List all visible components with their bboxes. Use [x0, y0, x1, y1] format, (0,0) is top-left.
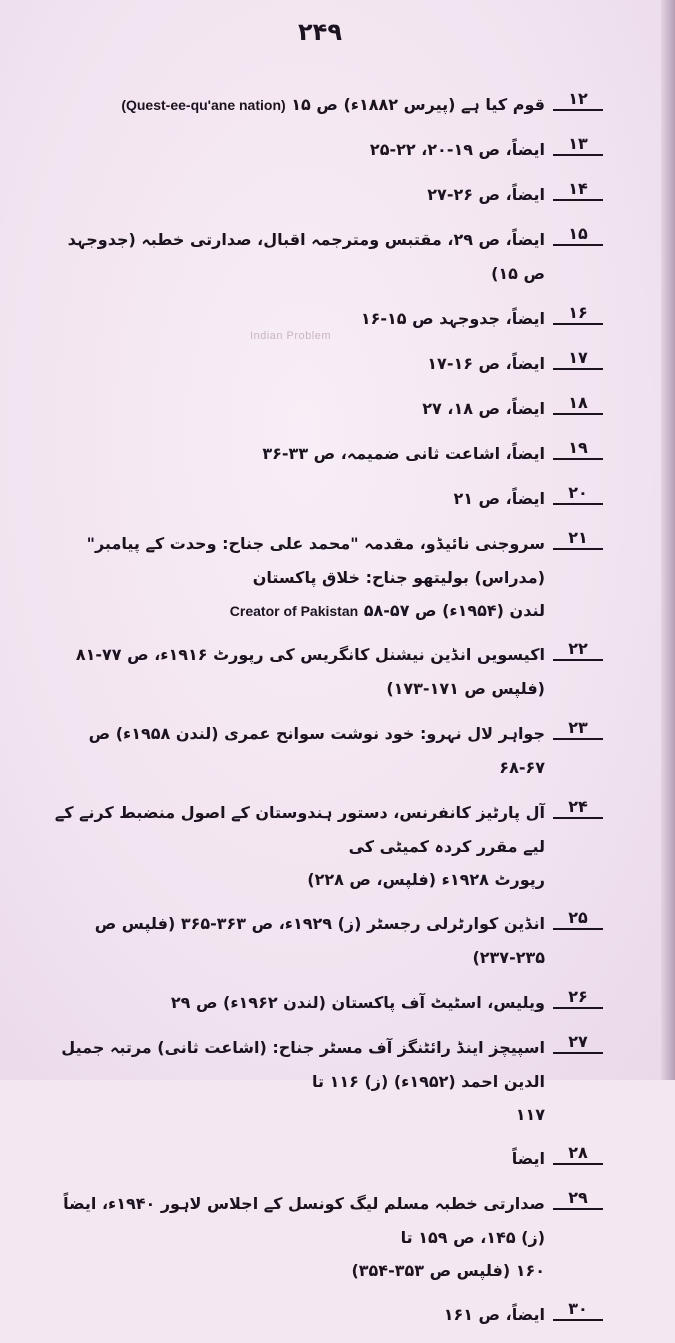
endnote	[43, 717, 603, 785]
endnote	[43, 223, 603, 291]
endnote	[43, 1031, 603, 1131]
endnote-number: ۲۶	[553, 987, 603, 1009]
endnote-text: ایضاً، ص ۱۸، ۲۷	[422, 399, 545, 418]
endnote-text: انڈین کوارٹرلی رجسٹر (ز) ۱۹۲۹ء، ص ۳۶۳-۳۶۵ (فلپس ص ۲۳۵-۲۳۷)	[94, 914, 545, 967]
endnote-number: ۱۹	[553, 438, 603, 460]
endnote	[43, 302, 603, 336]
endnote	[43, 437, 603, 471]
endnote	[43, 1142, 603, 1176]
endnote-text: ایضاً، ص ۲۹، مقتبس ومترجمہ اقبال، صدارتی خطبہ (جدوجہد ص ۱۵)	[67, 230, 545, 283]
endnote	[43, 347, 603, 381]
endnote-number: ۳۰	[553, 1299, 603, 1321]
endnote-continuation: لندن (۱۹۵۴ء) ص ۵۷-۵۸ Creator of Pakistan	[229, 601, 545, 620]
endnote-number: ۱۴	[553, 179, 603, 201]
endnote-text: ایضاً	[511, 1149, 545, 1168]
endnote	[43, 986, 603, 1020]
endnote-text: آل پارٹیز کانفرنس، دستور ہندوستان کے اصول منضبط کرنے کے لیے مقرر کردہ کمیٹی کی	[54, 803, 545, 856]
endnote	[43, 907, 603, 975]
endnote-number: ۱۲	[553, 89, 603, 111]
latin-title: Creator of Pakistan	[229, 603, 359, 619]
endnote	[43, 133, 603, 167]
endnote-number: ۲۷	[553, 1032, 603, 1054]
endnote-text: سروجنی نائیڈو، مقدمہ "محمد علی جناح: وحدت کے پیامبر" (مدراس) بولیتھو جناح: خلاق پاکستان	[86, 534, 545, 587]
endnote	[43, 178, 603, 212]
endnote	[43, 527, 603, 627]
endnote-number: ۲۹	[553, 1188, 603, 1210]
endnote-number: ۲۴	[553, 797, 603, 819]
endnote	[43, 796, 603, 896]
endnote-text: ایضاً، ص ۲۱	[453, 489, 545, 508]
page-number: ۲۴۹	[298, 18, 342, 46]
endnote-number: ۱۸	[553, 393, 603, 415]
endnote-text: قوم کیا ہے (پیرس ۱۸۸۲ء) ص ۱۵ (Quest-ee-qu'ane nation)	[121, 95, 545, 114]
endnote	[43, 482, 603, 516]
endnote	[43, 88, 603, 122]
endnote	[43, 1298, 603, 1332]
endnote-text: اکیسویں انڈین نیشنل کانگریس کی رپورٹ ۱۹۱۶ء، ص ۷۷-۸۱ (فلپس ص ۱۷۱-۱۷۳)	[75, 645, 545, 698]
endnote-number: ۱۶	[553, 303, 603, 325]
endnote-number: ۲۵	[553, 908, 603, 930]
endnote-number: ۲۰	[553, 483, 603, 505]
endnote-text: ایضاً، ص ۲۶-۲۷	[427, 185, 545, 204]
endnote-continuation: ۱۱۷	[515, 1105, 545, 1124]
endnote-number: ۱۳	[553, 134, 603, 156]
latin-title: (Quest-ee-qu'ane nation)	[121, 97, 286, 113]
endnote-text: ایضاً، اشاعت ثانی ضمیمہ، ص ۳۳-۳۶	[262, 444, 545, 463]
endnotes-list	[43, 88, 603, 1343]
endnote-text: ایضاً، جدوجہد ص ۱۵-۱۶	[360, 309, 545, 328]
book-spine-shadow	[661, 0, 675, 1080]
endnote-number: ۲۸	[553, 1143, 603, 1165]
endnote-text: اسپیچز اینڈ رائٹنگز آف مسٹر جناح: (اشاعت ثانی) مرتبہ جمیل الدین احمد (۱۹۵۲ء) (ز) ۱۱۶ تا	[61, 1038, 545, 1091]
endnote-text: ویلیس، اسٹیٹ آف پاکستان (لندن ۱۹۶۲ء) ص ۲۹	[170, 993, 545, 1012]
endnote-number: ۲۳	[553, 718, 603, 740]
endnote	[43, 1187, 603, 1287]
endnote-number: ۱۷	[553, 348, 603, 370]
bleed-through-text: Indian Problem	[250, 330, 331, 342]
endnote-text: جواہر لال نہرو: خود نوشت سوانح عمری (لندن ۱۹۵۸ء) ص ۶۷-۶۸	[88, 724, 545, 777]
endnote-text: ایضاً، ص ۱۶-۱۷	[427, 354, 545, 373]
endnote-continuation: رپورٹ ۱۹۲۸ء (فلپس، ص ۲۲۸)	[307, 870, 545, 889]
endnote	[43, 638, 603, 706]
endnote-number: ۲۱	[553, 528, 603, 550]
endnote-text: صدارتی خطبہ مسلم لیگ کونسل کے اجلاس لاہور ۱۹۴۰ء، ایضاً (ز) ۱۴۵، ص ۱۵۹ تا	[63, 1194, 545, 1247]
endnote-text: ایضاً، ص ۱۹-۲۰، ۲۲-۲۵	[369, 140, 545, 159]
endnote-number: ۱۵	[553, 224, 603, 246]
endnote	[43, 392, 603, 426]
endnote-number: ۲۲	[553, 639, 603, 661]
endnote-continuation: ۱۶۰ (فلپس ص ۳۵۳-۳۵۴)	[351, 1261, 545, 1280]
endnote-text: ایضاً، ص ۱۶۱	[443, 1305, 545, 1324]
